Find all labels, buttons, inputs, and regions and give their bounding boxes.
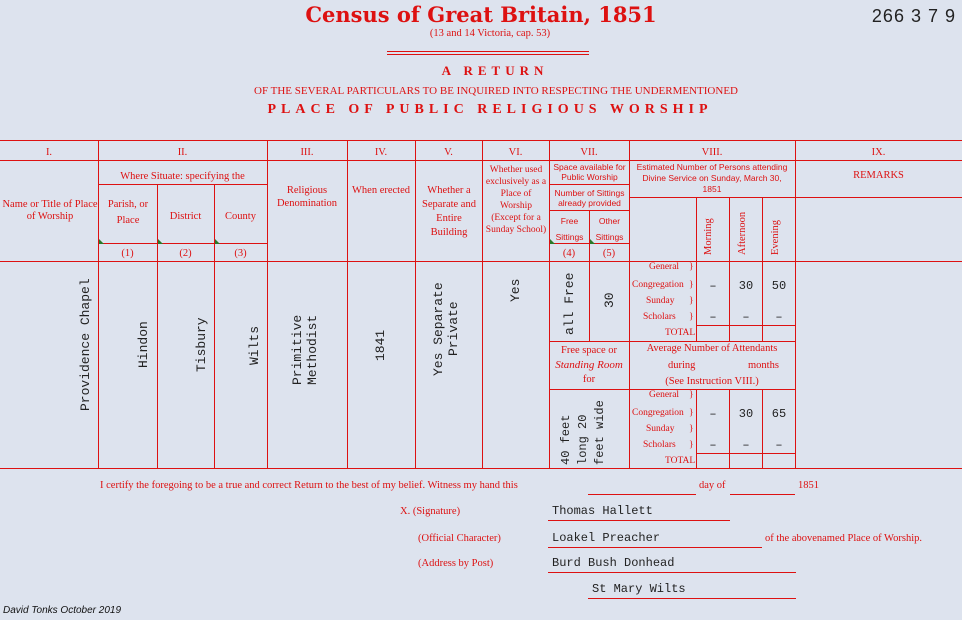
col7-sittings-header: Number of Sittings already provided xyxy=(554,188,625,208)
col-line-8 xyxy=(795,140,796,469)
title-rule-1 xyxy=(387,51,589,52)
c8-line-e2 xyxy=(762,389,763,469)
total-label-2: TOTAL xyxy=(665,456,696,466)
col2-num-line xyxy=(98,243,267,244)
col2c-header: County xyxy=(225,211,256,222)
census-sch-morning: – xyxy=(709,310,717,324)
county-value: Wilts xyxy=(247,325,262,365)
brace-1a: } xyxy=(689,262,694,272)
brace-1b: } xyxy=(689,280,694,290)
col7-space-header: Space available for Public Worship xyxy=(553,162,626,182)
roman-vii: VII. xyxy=(580,147,598,158)
month-blank[interactable] xyxy=(730,494,795,495)
credit-text: David Tonks October 2019 xyxy=(3,605,122,616)
col-line-4 xyxy=(415,140,416,469)
num-2: (2) xyxy=(179,248,192,259)
c8-mid-line xyxy=(629,341,796,342)
character-line xyxy=(548,547,762,548)
table-top-line xyxy=(0,140,962,141)
col2b-header: District xyxy=(169,211,202,222)
congregation-label-1: Congregation xyxy=(632,280,684,290)
col7-other-header: Other Sittings xyxy=(595,216,624,242)
see-instruction: (See Instruction VIII.) xyxy=(665,376,759,387)
c8-head-line xyxy=(629,197,796,198)
col2b-line xyxy=(214,184,215,469)
avg-cong-afternoon: 30 xyxy=(738,407,754,421)
place-name: Providence Chapel xyxy=(78,278,93,412)
separate-value: Yes Separate Private xyxy=(431,282,461,376)
certify-text: I certify the foregoing to be a true and correct Return to the best of my belief. Witness my hand this xyxy=(100,480,518,491)
exclusive-value: Yes xyxy=(508,278,523,302)
c7-standing-line xyxy=(549,341,630,342)
num-5: (5) xyxy=(602,248,616,259)
return-label: A RETURN xyxy=(441,63,549,78)
brace-2a: } xyxy=(689,390,694,400)
official-label: (Official Character) xyxy=(418,533,501,544)
marker-1 xyxy=(99,239,104,244)
signature-line xyxy=(548,520,730,521)
brace-2d: } xyxy=(689,440,694,450)
sunday-label-2: Sunday xyxy=(646,424,675,434)
marker-3 xyxy=(215,239,220,244)
col9-header: REMARKS xyxy=(853,170,904,181)
address-rule-2 xyxy=(588,598,796,599)
c8-total-line xyxy=(696,325,796,326)
roman-v: V. xyxy=(444,147,453,158)
scholars-label-2: Scholars xyxy=(643,440,676,450)
roman-vi: VI. xyxy=(508,147,523,158)
col-line-7 xyxy=(629,140,630,469)
sunday-label-1: Sunday xyxy=(646,296,675,306)
header-bottom-line xyxy=(0,261,962,262)
roman-iii: III. xyxy=(300,147,314,158)
morning-label: Morning xyxy=(703,218,714,255)
census-cong-afternoon: 30 xyxy=(738,279,754,293)
roman-i: I. xyxy=(45,147,53,158)
afternoon-label: Afternoon xyxy=(737,211,748,255)
parish-value: Hindon xyxy=(136,321,151,369)
num-4: (4) xyxy=(562,248,576,259)
col-line-2 xyxy=(267,140,268,469)
general-label-2: General xyxy=(649,390,680,400)
address-label: (Address by Post) xyxy=(418,558,494,569)
denomination-value: Primitive Methodist xyxy=(290,314,320,386)
avg-sch-evening: – xyxy=(775,438,783,452)
marker-2 xyxy=(158,239,163,244)
num-1: (1) xyxy=(121,248,134,259)
free-sittings-value: all Free xyxy=(562,272,577,336)
census-title: Census of Great Britain, 1851 xyxy=(305,2,657,27)
col2-header: Where Situate: specifying the xyxy=(120,171,245,182)
col2-sub-line xyxy=(98,184,267,185)
c7-line-a xyxy=(549,184,629,185)
scholars-label-1: Scholars xyxy=(643,312,676,322)
address-line-2: St Mary Wilts xyxy=(592,582,686,596)
roman-viii: VIII. xyxy=(701,147,723,158)
header-line-2: OF THE SEVERAL PARTICULARS TO BE INQUIRED INTO RESPECTING THE UNDERMENTIONED xyxy=(254,85,738,97)
avg-sch-morning: – xyxy=(709,438,717,452)
subtitle: (13 and 14 Victoria, cap. 53) xyxy=(429,28,551,39)
col2a-header: Parish, or Place xyxy=(107,199,149,226)
col4-header: When erected xyxy=(352,185,411,196)
brace-1d: } xyxy=(689,312,694,322)
col-line-3 xyxy=(347,140,348,469)
months-label: months xyxy=(748,360,779,371)
c8-total-line2 xyxy=(696,453,796,454)
for-label: for xyxy=(582,374,596,385)
reference-number: 266 3 7 9 xyxy=(871,6,956,26)
col5-header: Whether a Separate and Entire Building xyxy=(422,185,476,238)
title-rule-2 xyxy=(387,54,589,55)
marker-4 xyxy=(550,239,555,244)
avg-sch-afternoon: – xyxy=(742,438,750,452)
table-bottom-line xyxy=(0,468,962,469)
evening-label: Evening xyxy=(770,220,781,255)
free-space-label: Free space or xyxy=(561,345,617,356)
col2a-line xyxy=(157,184,158,469)
of-place-label: of the abovenamed Place of Worship. xyxy=(765,533,922,544)
avg-cong-evening: 65 xyxy=(771,407,787,421)
census-cong-evening: 50 xyxy=(771,279,787,293)
day-of-label: day of xyxy=(699,480,726,491)
address-line-1: Burd Bush Donhead xyxy=(552,556,675,570)
standing-room-label: Standing Room xyxy=(555,359,623,371)
other-sittings-value: 30 xyxy=(602,292,617,308)
c8-line-m2 xyxy=(696,389,697,469)
roman-ix: IX. xyxy=(871,147,886,158)
col3-header: Religious Denomination xyxy=(276,185,338,209)
character-value: Loakel Preacher xyxy=(552,531,661,545)
year-label: 1851 xyxy=(798,480,819,491)
congregation-label-2: Congregation xyxy=(632,408,684,418)
day-blank[interactable] xyxy=(588,494,696,495)
col7-free-header: Free Sittings xyxy=(555,216,584,242)
roman-ii: II. xyxy=(177,147,188,158)
marker-5 xyxy=(590,239,595,244)
c7-standing-line2 xyxy=(549,389,630,390)
avg-head: Average Number of Attendants xyxy=(646,343,778,354)
brace-2c: } xyxy=(689,424,694,434)
avg-cong-morning: – xyxy=(709,407,717,421)
col8-header: Estimated Number of Persons attending Divine Service on Sunday, March 30, 1851 xyxy=(636,162,788,194)
standing-value: 40 feet long 20 feet wide xyxy=(559,400,607,465)
c9-line xyxy=(795,197,962,198)
col-line-5 xyxy=(482,140,483,469)
census-cong-morning: – xyxy=(709,279,717,293)
census-sch-evening: – xyxy=(775,310,783,324)
col6-header: Whether used exclusively as a Place of Worship (Except for a Sunday School) xyxy=(485,165,547,235)
during-label: during xyxy=(668,360,696,371)
signature-label: X. (Signature) xyxy=(400,506,461,517)
brace-2b: } xyxy=(689,408,694,418)
signature-value: Thomas Hallett xyxy=(552,504,653,518)
c8-line-a2 xyxy=(729,389,730,469)
total-label-1: TOTAL xyxy=(665,328,696,338)
col-line-1 xyxy=(98,140,99,469)
col1-header: Name or Title of Place of Worship xyxy=(2,199,98,222)
num-3: (3) xyxy=(234,248,247,259)
roman-row-line xyxy=(0,160,962,161)
general-label-1: General xyxy=(649,262,680,272)
address-rule-1 xyxy=(548,572,796,573)
erected-value: 1841 xyxy=(373,329,388,361)
roman-iv: IV. xyxy=(374,147,388,158)
district-value: Tisbury xyxy=(194,317,209,373)
census-sch-afternoon: – xyxy=(742,310,750,324)
header-line-3: PLACE OF PUBLIC RELIGIOUS WORSHIP xyxy=(267,102,713,117)
brace-1c: } xyxy=(689,296,694,306)
